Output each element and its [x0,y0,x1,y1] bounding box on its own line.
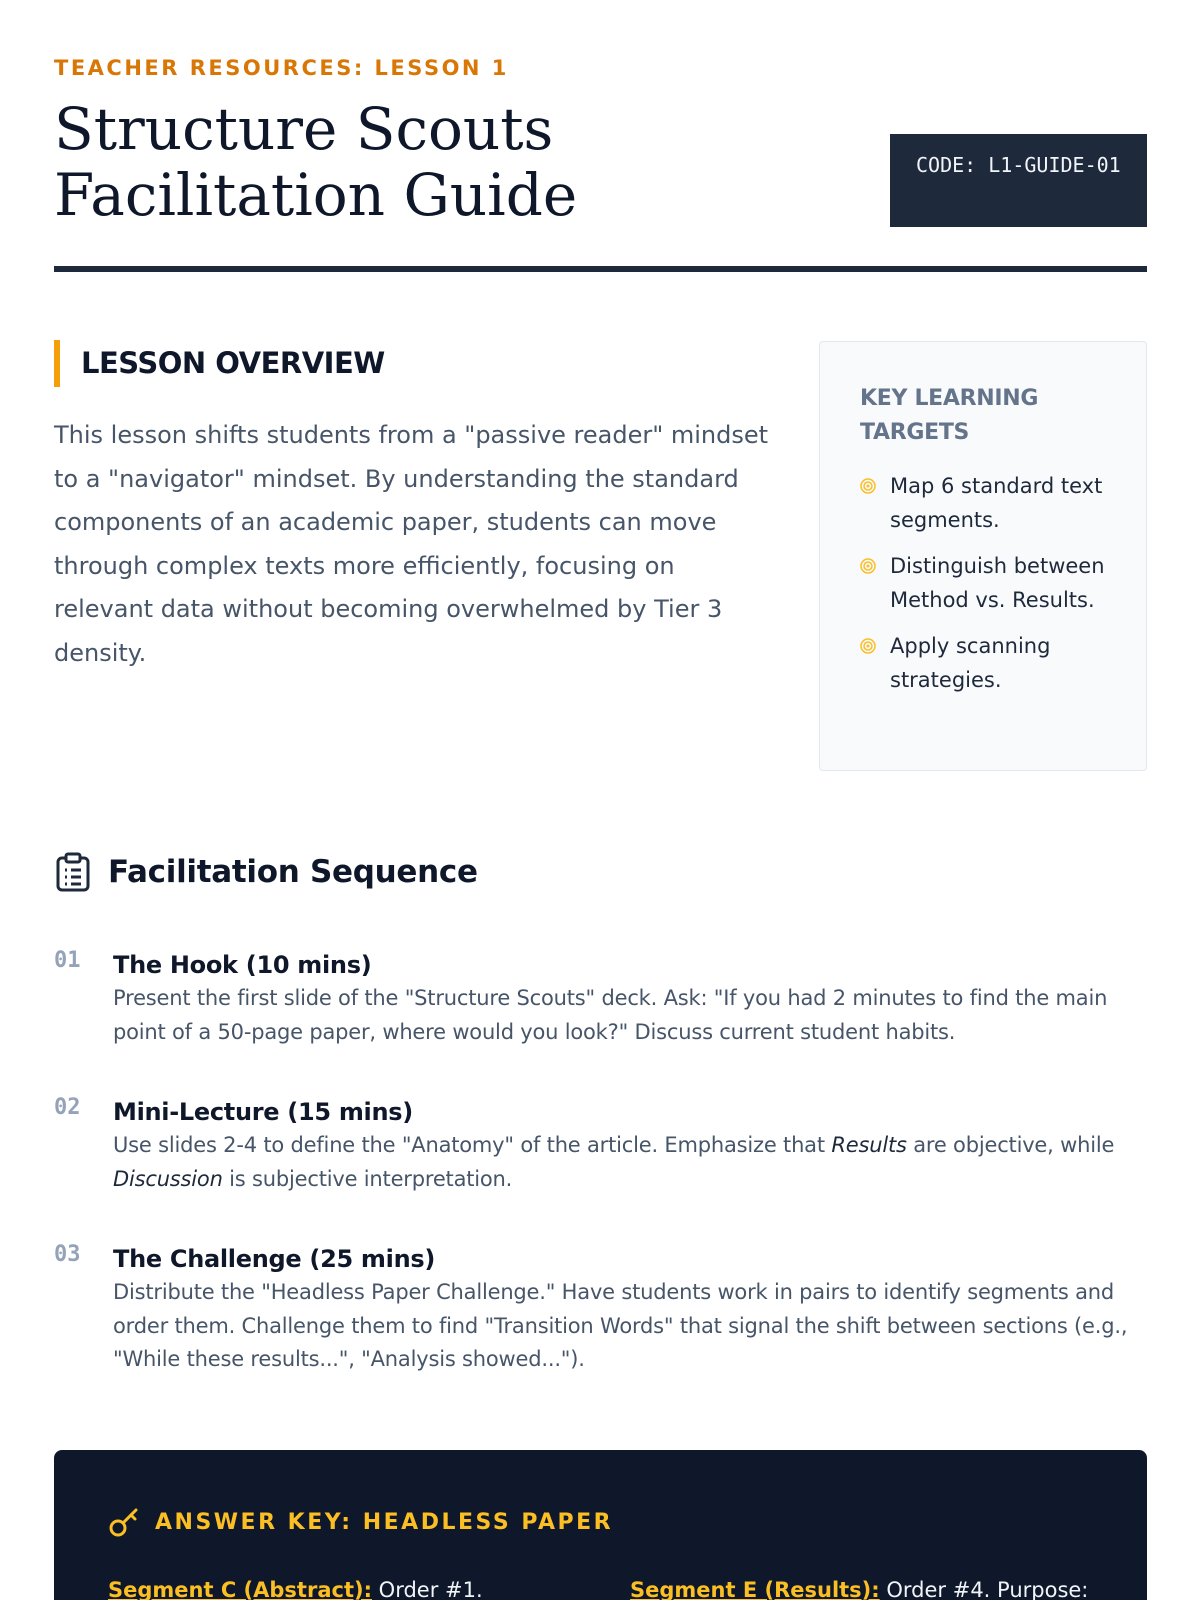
learning-targets-title: KEY LEARNING TARGETS [860,386,1039,445]
header-divider [54,266,1147,272]
target-icon [860,558,876,574]
list-item [860,550,1116,617]
step-body [113,948,1147,1049]
step-text-part: Use slides 2-4 to define the "Anatomy" of the article. Emphasize that [113,1133,832,1157]
step-text: Present the first slide of the "Structure Scouts" deck. Ask: "If you had 2 minutes to find the main point of a 50-page paper, where would you look?" Discuss current student habits. [113,986,1108,1044]
answer-key-title: ANSWER KEY: HEADLESS PAPER [155,1509,614,1535]
step-text-emphasis: Discussion [113,1166,223,1191]
answer-key-label: Segment C (Abstract): [108,1578,372,1600]
answer-key-item [108,1578,483,1600]
answer-key-panel [54,1450,1147,1600]
step-text-part: is subjective interpretation. [222,1166,513,1191]
page-title: Structure Scouts Facilitation Guide [54,95,578,229]
step-text: Distribute the "Headless Paper Challenge." Have students work in pairs to identify segments and order them. Challenge them to find "Transition Words" that signal the shift between sections (e.g., "While these results...", "Analysis showed..."). [113,1280,1128,1371]
learning-targets-list [860,470,1116,697]
answer-key-item [630,1578,1088,1600]
list-item [860,630,1116,697]
step-title: The Challenge (25 mins) [113,1245,436,1273]
clipboard-list-icon [54,852,92,892]
code-badge: CODE: L1-GUIDE-01 [890,134,1147,227]
step-number: 02 [54,1095,81,1120]
step-title: Mini-Lecture (15 mins) [113,1098,413,1126]
target-text: Apply scanning strategies. [890,634,1051,692]
step-number: 01 [54,948,81,973]
step-title: The Hook (10 mins) [113,951,372,979]
target-icon [860,638,876,654]
key-icon [108,1506,140,1538]
answer-key-heading [108,1506,613,1538]
eyebrow-label: TEACHER RESOURCES: LESSON 1 [54,56,509,80]
step-text-part: are objective, while [906,1133,1115,1157]
answer-key-value: Order #1. [378,1578,483,1600]
overview-heading: LESSON OVERVIEW [54,340,385,387]
step-body [113,1095,1147,1196]
list-item [860,470,1116,537]
step-text [113,1129,1147,1196]
step-body [113,1242,1147,1377]
step-number: 03 [54,1242,81,1267]
target-text: Distinguish between Method vs. Results. [890,554,1105,612]
facilitation-title: Facilitation Sequence [108,854,478,890]
step-text-emphasis: Results [831,1133,907,1157]
answer-key-label: Segment E (Results): [630,1578,880,1600]
target-icon [860,478,876,494]
answer-key-value: Order #4. Purpose: [886,1578,1089,1600]
learning-targets-card [819,341,1147,771]
facilitation-heading [54,852,478,892]
overview-text: This lesson shifts students from a "passive reader" mindset to a "navigator" mindset. By understanding the standard components of an academic paper, students can move through complex texts more efficiently, focusing on relevant data without becoming overwhelmed by Tier 3 density. [54,421,769,667]
target-text: Map 6 standard text segments. [890,474,1103,532]
